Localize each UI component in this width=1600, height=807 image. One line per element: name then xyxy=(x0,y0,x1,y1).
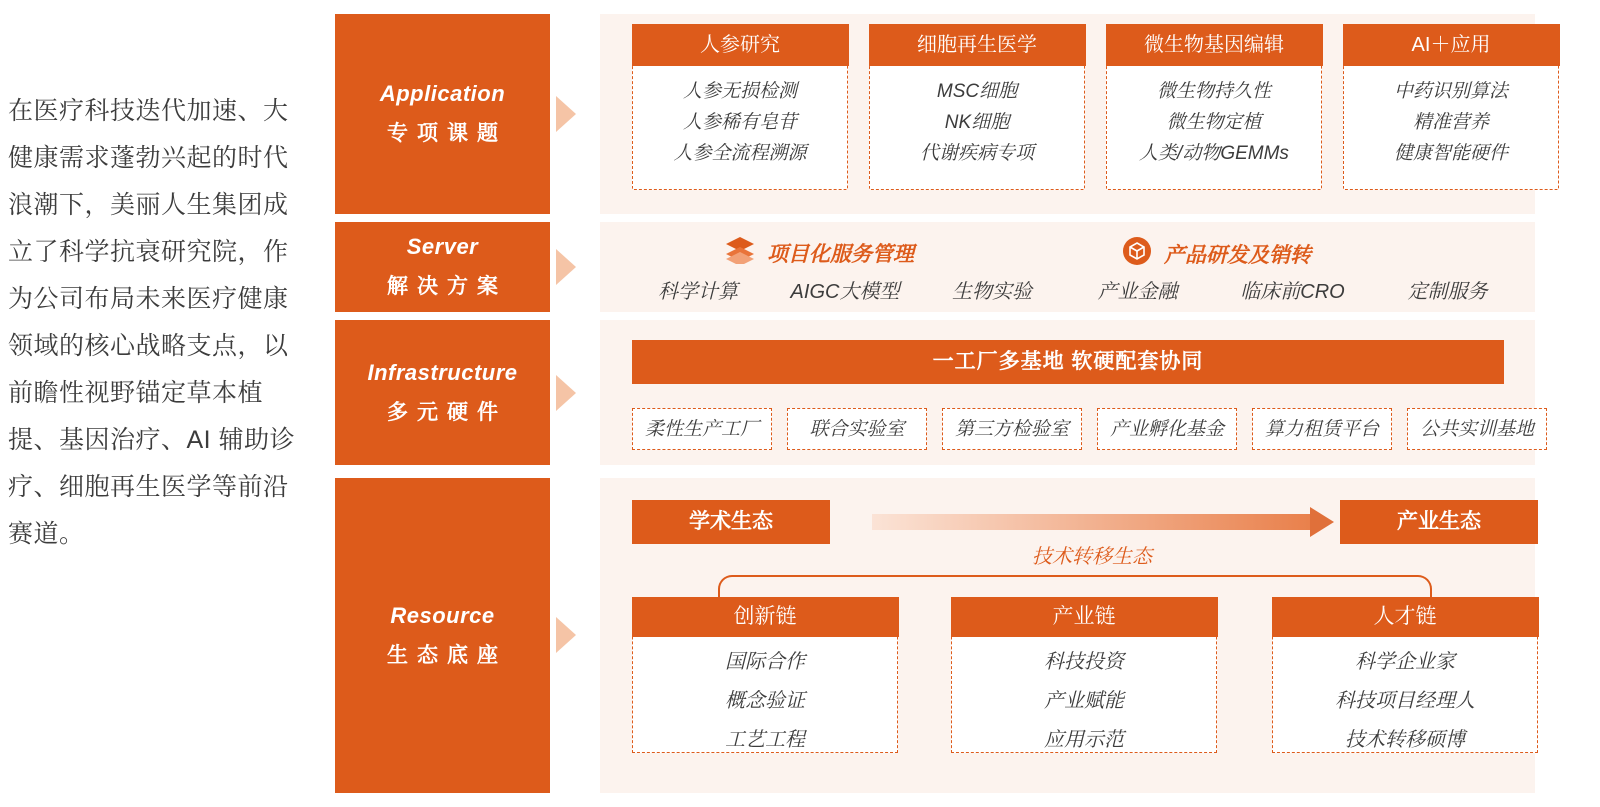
tier-label-en: Infrastructure xyxy=(367,359,518,385)
server-items-1 xyxy=(625,275,1065,304)
transfer-arrow-tip xyxy=(1310,507,1334,537)
infrastructure-chip[interactable]: 产业孵化基金 xyxy=(1097,408,1237,450)
tier-label-resource xyxy=(335,478,550,793)
chain-item: 国际合作 xyxy=(725,650,805,673)
card-title: 细胞再生医学 xyxy=(869,24,1086,66)
chain-item: 概念验证 xyxy=(725,689,805,712)
server-group-1 xyxy=(725,236,914,269)
application-card[interactable] xyxy=(632,24,848,190)
tier-label-cn: 解决方案 xyxy=(387,275,507,298)
server-items-2 xyxy=(1060,275,1525,304)
tier-label-en: Application xyxy=(379,81,506,106)
server-item: 临床前CRO xyxy=(1240,281,1345,303)
chain-title: 创新链 xyxy=(632,597,899,637)
infrastructure-chip[interactable]: 算力租赁平台 xyxy=(1252,408,1392,450)
tier-arrow-application xyxy=(556,96,576,132)
card-item: 精准营养 xyxy=(1412,111,1489,133)
chain-body xyxy=(633,637,897,760)
server-item: 科学计算 xyxy=(658,281,738,303)
infrastructure-chip[interactable]: 联合实验室 xyxy=(787,408,927,450)
chain-title: 人才链 xyxy=(1272,597,1539,637)
industry-ecosystem-tag: 产业生态 xyxy=(1340,500,1538,544)
server-group-title: 产品研发及销转 xyxy=(1164,243,1311,267)
chain-item: 应用示范 xyxy=(1044,728,1124,751)
card-item: MSC细胞 xyxy=(936,80,1018,102)
tier-label-cn: 生态底座 xyxy=(387,643,507,667)
card-item: 中药识别算法 xyxy=(1393,80,1508,102)
server-item: 产业金融 xyxy=(1097,281,1178,303)
chain-card[interactable] xyxy=(951,597,1217,753)
chain-item: 产业赋能 xyxy=(1044,689,1124,712)
chain-item: 科技项目经理人 xyxy=(1335,689,1475,712)
intro-paragraph: 在医疗科技迭代加速、大健康需求蓬勃兴起的时代浪潮下，美丽人生集团成立了科学抗衰研究院，作为公司布局未来医疗健康领域的核心战略支点，以前瞻性视野锚定草本植提、基因治疗、AI 辅助诊疗、细胞再生医学等前沿赛道。 xyxy=(8,97,296,548)
layers-icon xyxy=(725,236,755,269)
tier-label-infrastructure xyxy=(335,320,550,465)
card-item: 人类/动物GEMMs xyxy=(1139,142,1289,164)
chain-card[interactable] xyxy=(1272,597,1538,753)
tier-arrow-resource xyxy=(556,617,576,653)
chain-item: 工艺工程 xyxy=(725,728,805,751)
chain-item: 科学企业家 xyxy=(1355,650,1455,673)
tier-label-application xyxy=(335,14,550,214)
card-body xyxy=(1344,66,1558,169)
application-card[interactable] xyxy=(1343,24,1559,190)
infrastructure-banner: 一工厂多基地 软硬配套协同 xyxy=(632,340,1504,384)
tier-label-en: Resource xyxy=(390,602,495,628)
card-item: 代谢疾病专项 xyxy=(919,142,1034,164)
tier-label-cn: 专项课题 xyxy=(387,122,507,145)
transfer-arrow xyxy=(872,514,1312,530)
card-title: 微生物基因编辑 xyxy=(1106,24,1323,66)
card-item: 人参无损检测 xyxy=(682,80,797,102)
infrastructure-chip[interactable]: 柔性生产工厂 xyxy=(632,408,772,450)
server-item: AIGC大模型 xyxy=(790,281,900,303)
server-group-title: 项目化服务管理 xyxy=(767,242,914,266)
infrastructure-chip[interactable]: 公共实训基地 xyxy=(1407,408,1547,450)
infrastructure-chip[interactable]: 第三方检验室 xyxy=(942,408,1082,450)
box-icon xyxy=(1122,236,1152,271)
card-item: 人参稀有皂苷 xyxy=(682,111,797,133)
card-item: 人参全流程溯源 xyxy=(673,142,807,164)
server-item: 定制服务 xyxy=(1407,281,1488,303)
tier-arrow-infrastructure xyxy=(556,375,576,411)
tier-label-en: Server xyxy=(406,234,479,259)
card-title: 人参研究 xyxy=(632,24,849,66)
chain-body xyxy=(1273,637,1537,760)
card-title: AI＋应用 xyxy=(1343,24,1560,66)
card-item: NK细胞 xyxy=(944,111,1010,133)
card-body xyxy=(1107,66,1321,169)
server-group-2 xyxy=(1122,236,1311,271)
chain-item: 技术转移硕博 xyxy=(1345,728,1465,751)
chain-card[interactable] xyxy=(632,597,898,753)
chain-body xyxy=(952,637,1216,760)
tier-label-server xyxy=(335,222,550,312)
transfer-arrow-label: 技术转移生态 xyxy=(1032,546,1152,568)
academic-ecosystem-tag: 学术生态 xyxy=(632,500,830,544)
card-item: 健康智能硬件 xyxy=(1393,142,1508,164)
chain-title: 产业链 xyxy=(951,597,1218,637)
card-body xyxy=(870,66,1084,169)
application-card[interactable] xyxy=(869,24,1085,190)
server-item: 生物实验 xyxy=(952,281,1032,303)
card-item: 微生物定植 xyxy=(1166,111,1262,133)
application-card[interactable] xyxy=(1106,24,1322,190)
bracket-connector xyxy=(718,575,1432,599)
card-body xyxy=(633,66,847,169)
tier-arrow-server xyxy=(556,249,576,285)
chain-item: 科技投资 xyxy=(1044,650,1124,673)
transfer-arrow-bar xyxy=(872,514,1312,530)
card-item: 微生物持久性 xyxy=(1156,80,1271,102)
tier-label-cn: 多元硬件 xyxy=(387,400,507,424)
